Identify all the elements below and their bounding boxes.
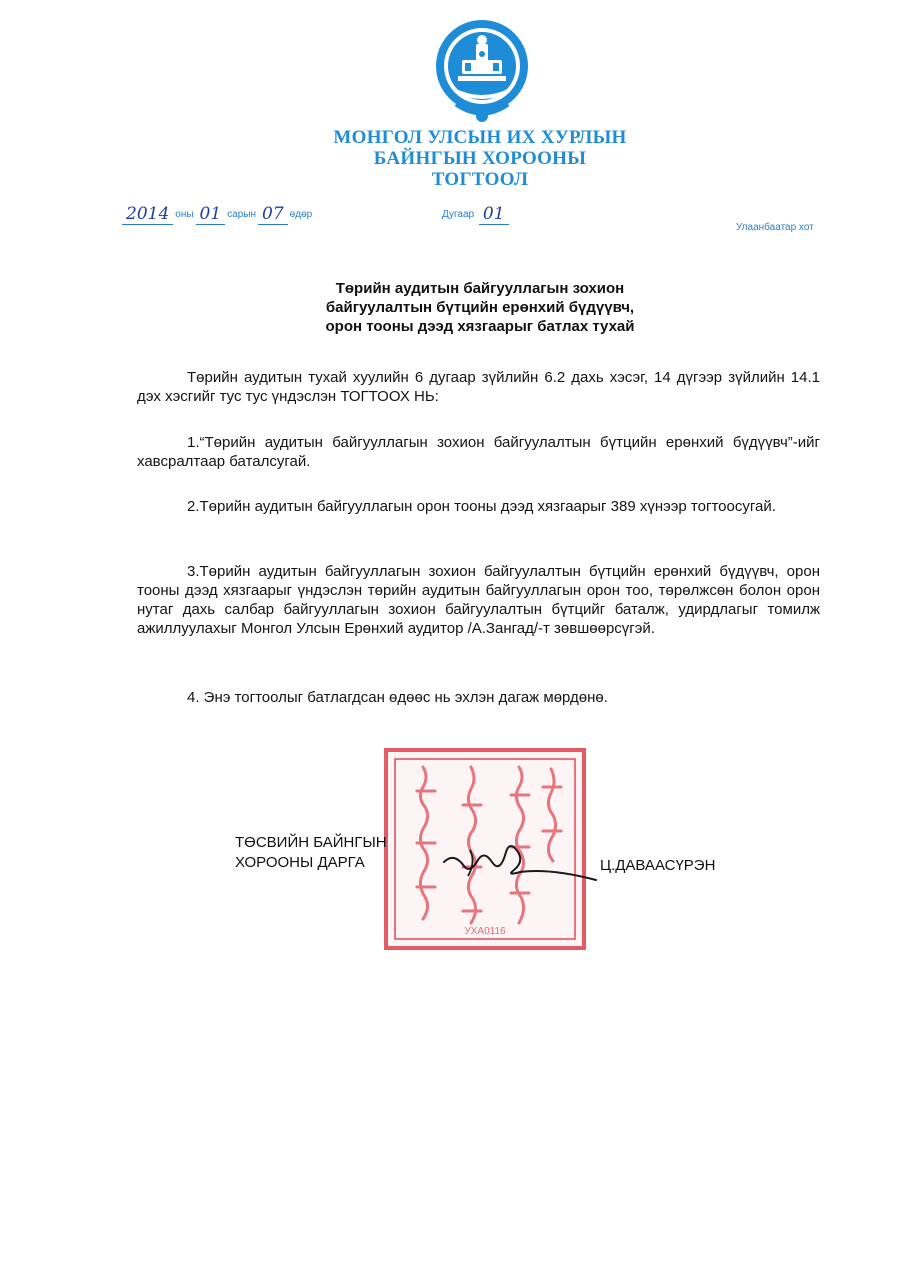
document-number — [440, 204, 509, 225]
date-month: 01 — [196, 204, 226, 225]
date-day: 07 — [258, 204, 288, 225]
city: Улаанбаатар хот — [736, 222, 814, 233]
paragraph-text: Төрийн аудитын тухай хуулийн 6 дугаар зүйлийн 6.2 дахь хэсэг, 14 дүгээр зүйлийн 14.1 дэх хэсгийг тус тус үндэслэн ТОГТООХ НЬ: — [137, 369, 820, 405]
org-title-line2: БАЙНГЫН ХОРООНЫ — [373, 148, 587, 169]
body-paragraph-2 — [137, 497, 820, 516]
document-type: ТОГТООЛ — [431, 169, 529, 190]
body-paragraph-4 — [137, 688, 820, 707]
body-paragraph-1 — [137, 433, 820, 471]
resolution-title — [240, 279, 720, 336]
title-line: байгуулалтын бүтцийн ерөнхий бүдүүвч, — [325, 299, 635, 316]
stamp-code: УХА0116 — [464, 926, 506, 937]
number-label: Дугаар — [442, 209, 475, 220]
paragraph-text: 3.Төрийн аудитын байгууллагын зохион байгуулалтын бүтцийн ерөнхий бүдүүвч, орон тооны дээд хязгаарыг үндэслэн төрийн аудитын байгууллагын орон тоо, төрөлжсөн болон орон нутаг дахь салбар байгууллагын зохион байгуулалтын бүтцийг баталж, удирдлагыг томилж ажиллуулахыг Монгол Улсын Ерөнхий аудитор /А.Зангад/-т зөвшөөрсүгэй. — [137, 563, 820, 637]
handwritten-signature-icon — [440, 832, 600, 886]
day-label: өдөр — [289, 209, 313, 220]
title-line: Төрийн аудитын байгууллагын зохион — [335, 280, 625, 297]
date-year: 2014 — [122, 204, 173, 225]
body-paragraph-3 — [137, 562, 820, 638]
paragraph-text: 2.Төрийн аудитын байгууллагын орон тооны дээд хязгаарыг 389 хүнээр тогтоосугай. — [187, 498, 776, 515]
body-paragraph-preamble — [137, 368, 820, 406]
signatory-title — [235, 833, 387, 873]
paragraph-text: 1.“Төрийн аудитын байгууллагын зохион байгуулалтын бүтцийн ерөнхий бүдүүвч”-ийг хавсралтаар баталсугай. — [137, 434, 820, 470]
number-value: 01 — [479, 204, 509, 225]
state-emblem-icon — [434, 18, 530, 124]
month-label: сарын — [227, 209, 257, 220]
title-line: орон тооны дээд хязгаарыг батлах тухай — [325, 318, 635, 335]
signatory-title-line: ТӨСВИЙН БАЙНГЫН — [235, 834, 387, 851]
document-date — [122, 204, 314, 225]
signatory-name: Ц.ДАВААСҮРЭН — [600, 857, 716, 874]
paragraph-text: 4. Энэ тогтоолыг батлагдсан өдөөс нь эхлэн дагаж мөрдөнө. — [187, 689, 608, 706]
signatory-title-line: ХОРООНЫ ДАРГА — [235, 854, 365, 871]
org-title-line1: МОНГОЛ УЛСЫН ИХ ХУРЛЫН — [333, 127, 627, 148]
year-label: оны — [175, 209, 194, 220]
